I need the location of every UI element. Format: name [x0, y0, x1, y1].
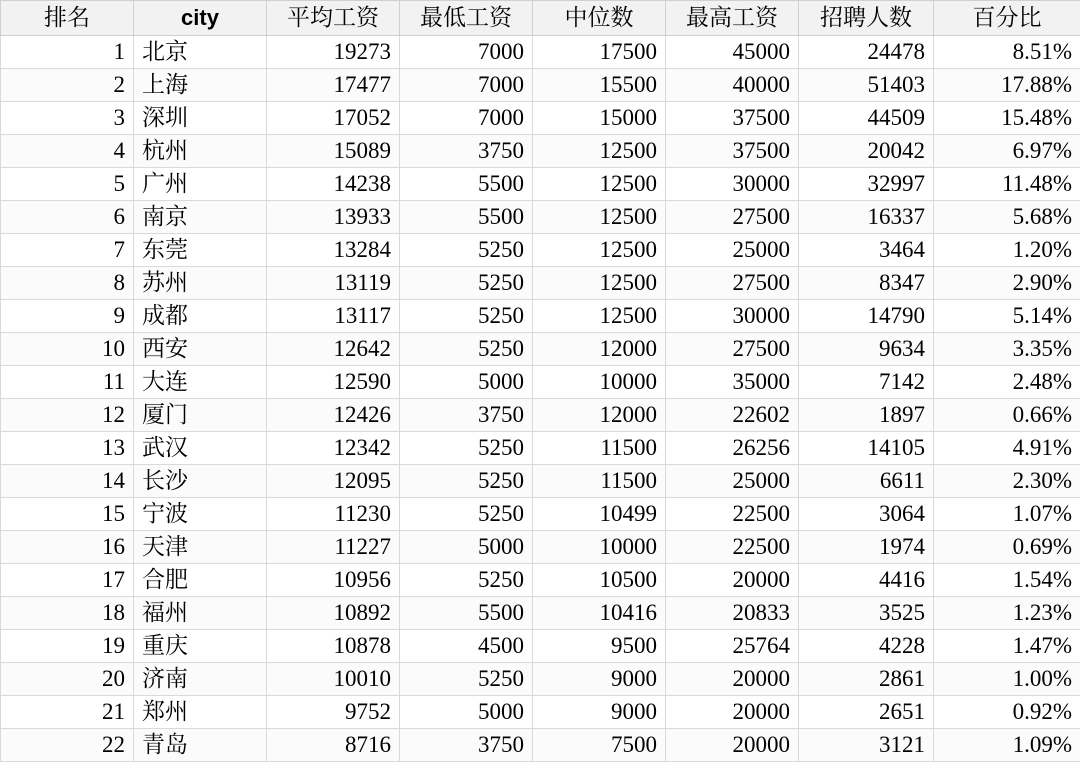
cell-job-count: 32997 [799, 168, 934, 201]
cell-min-salary: 7000 [400, 102, 533, 135]
cell-max-salary: 35000 [666, 366, 799, 399]
cell-min-salary: 4500 [400, 630, 533, 663]
cell-median: 15500 [533, 69, 666, 102]
table-row[interactable] [1, 267, 1080, 300]
cell-city: 成都 [134, 300, 267, 333]
cell-rank: 13 [1, 432, 134, 465]
cell-avg-salary: 12095 [267, 465, 400, 498]
table-header-row [1, 1, 1080, 36]
cell-job-count: 16337 [799, 201, 934, 234]
cell-job-count: 4228 [799, 630, 934, 663]
cell-city: 合肥 [134, 564, 267, 597]
cell-median: 12500 [533, 135, 666, 168]
table-row[interactable] [1, 564, 1080, 597]
cell-city: 重庆 [134, 630, 267, 663]
cell-median: 11500 [533, 432, 666, 465]
cell-city: 厦门 [134, 399, 267, 432]
cell-median: 11500 [533, 465, 666, 498]
cell-job-count: 2861 [799, 663, 934, 696]
cell-job-count: 8347 [799, 267, 934, 300]
cell-avg-salary: 14238 [267, 168, 400, 201]
column-header-job-count[interactable]: 招聘人数 [799, 1, 934, 36]
cell-job-count: 51403 [799, 69, 934, 102]
table-row[interactable] [1, 168, 1080, 201]
cell-min-salary: 3750 [400, 399, 533, 432]
cell-rank: 12 [1, 399, 134, 432]
cell-avg-salary: 12590 [267, 366, 400, 399]
cell-median: 10499 [533, 498, 666, 531]
cell-percentage: 0.66% [934, 399, 1080, 432]
cell-max-salary: 45000 [666, 36, 799, 69]
cell-rank: 9 [1, 300, 134, 333]
cell-max-salary: 30000 [666, 300, 799, 333]
cell-city: 长沙 [134, 465, 267, 498]
cell-city: 上海 [134, 69, 267, 102]
cell-avg-salary: 11230 [267, 498, 400, 531]
cell-median: 12000 [533, 399, 666, 432]
cell-percentage: 1.07% [934, 498, 1080, 531]
cell-job-count: 1974 [799, 531, 934, 564]
cell-avg-salary: 12642 [267, 333, 400, 366]
table-row[interactable] [1, 69, 1080, 102]
cell-avg-salary: 17052 [267, 102, 400, 135]
cell-city: 南京 [134, 201, 267, 234]
column-header-city[interactable]: city [134, 1, 267, 36]
cell-percentage: 2.30% [934, 465, 1080, 498]
table-row[interactable] [1, 201, 1080, 234]
cell-percentage: 3.35% [934, 333, 1080, 366]
cell-city: 深圳 [134, 102, 267, 135]
cell-avg-salary: 17477 [267, 69, 400, 102]
cell-city: 天津 [134, 531, 267, 564]
cell-job-count: 3064 [799, 498, 934, 531]
cell-percentage: 1.23% [934, 597, 1080, 630]
table-row[interactable] [1, 597, 1080, 630]
cell-city: 郑州 [134, 696, 267, 729]
cell-job-count: 2651 [799, 696, 934, 729]
cell-percentage: 5.68% [934, 201, 1080, 234]
cell-avg-salary: 15089 [267, 135, 400, 168]
table-row[interactable] [1, 432, 1080, 465]
cell-max-salary: 25764 [666, 630, 799, 663]
cell-max-salary: 20000 [666, 564, 799, 597]
column-header-rank[interactable]: 排名 [1, 1, 134, 36]
column-header-percentage[interactable]: 百分比 [934, 1, 1080, 36]
cell-avg-salary: 10956 [267, 564, 400, 597]
cell-min-salary: 5500 [400, 201, 533, 234]
cell-min-salary: 5000 [400, 531, 533, 564]
cell-min-salary: 7000 [400, 69, 533, 102]
cell-job-count: 4416 [799, 564, 934, 597]
table-row[interactable] [1, 630, 1080, 663]
cell-rank: 1 [1, 36, 134, 69]
cell-max-salary: 25000 [666, 234, 799, 267]
cell-min-salary: 5500 [400, 168, 533, 201]
cell-median: 7500 [533, 729, 666, 762]
cell-percentage: 17.88% [934, 69, 1080, 102]
cell-percentage: 1.09% [934, 729, 1080, 762]
cell-median: 10500 [533, 564, 666, 597]
cell-max-salary: 27500 [666, 267, 799, 300]
cell-min-salary: 5000 [400, 366, 533, 399]
cell-avg-salary: 13117 [267, 300, 400, 333]
cell-city: 济南 [134, 663, 267, 696]
cell-min-salary: 5250 [400, 300, 533, 333]
cell-median: 15000 [533, 102, 666, 135]
cell-rank: 2 [1, 69, 134, 102]
cell-max-salary: 20000 [666, 696, 799, 729]
column-header-avg-salary[interactable]: 平均工资 [267, 1, 400, 36]
cell-percentage: 6.97% [934, 135, 1080, 168]
cell-rank: 17 [1, 564, 134, 597]
cell-percentage: 1.47% [934, 630, 1080, 663]
table-row[interactable] [1, 36, 1080, 69]
table-row[interactable] [1, 135, 1080, 168]
cell-rank: 19 [1, 630, 134, 663]
table-row[interactable] [1, 498, 1080, 531]
cell-rank: 20 [1, 663, 134, 696]
column-header-max-salary[interactable]: 最高工资 [666, 1, 799, 36]
table-row[interactable] [1, 300, 1080, 333]
cell-city: 广州 [134, 168, 267, 201]
cell-median: 12000 [533, 333, 666, 366]
cell-median: 12500 [533, 168, 666, 201]
cell-city: 苏州 [134, 267, 267, 300]
cell-max-salary: 20000 [666, 729, 799, 762]
cell-job-count: 44509 [799, 102, 934, 135]
table-row[interactable] [1, 333, 1080, 366]
cell-max-salary: 20833 [666, 597, 799, 630]
cell-avg-salary: 10892 [267, 597, 400, 630]
cell-percentage: 4.91% [934, 432, 1080, 465]
table-row[interactable] [1, 399, 1080, 432]
cell-median: 17500 [533, 36, 666, 69]
cell-city: 武汉 [134, 432, 267, 465]
cell-avg-salary: 12342 [267, 432, 400, 465]
cell-avg-salary: 19273 [267, 36, 400, 69]
cell-job-count: 6611 [799, 465, 934, 498]
cell-avg-salary: 12426 [267, 399, 400, 432]
table-row[interactable] [1, 102, 1080, 135]
cell-min-salary: 5250 [400, 333, 533, 366]
cell-rank: 14 [1, 465, 134, 498]
cell-max-salary: 27500 [666, 201, 799, 234]
cell-min-salary: 5250 [400, 498, 533, 531]
cell-rank: 7 [1, 234, 134, 267]
cell-percentage: 1.00% [934, 663, 1080, 696]
cell-min-salary: 5000 [400, 696, 533, 729]
cell-max-salary: 37500 [666, 135, 799, 168]
cell-rank: 4 [1, 135, 134, 168]
cell-percentage: 0.69% [934, 531, 1080, 564]
cell-percentage: 1.20% [934, 234, 1080, 267]
cell-percentage: 0.92% [934, 696, 1080, 729]
table-body [1, 36, 1080, 762]
cell-city: 福州 [134, 597, 267, 630]
table-row[interactable] [1, 531, 1080, 564]
cell-rank: 10 [1, 333, 134, 366]
cell-rank: 16 [1, 531, 134, 564]
cell-max-salary: 22500 [666, 531, 799, 564]
cell-rank: 5 [1, 168, 134, 201]
cell-median: 10416 [533, 597, 666, 630]
table-row[interactable] [1, 663, 1080, 696]
cell-median: 9000 [533, 696, 666, 729]
cell-avg-salary: 11227 [267, 531, 400, 564]
cell-city: 宁波 [134, 498, 267, 531]
cell-median: 12500 [533, 300, 666, 333]
cell-avg-salary: 13284 [267, 234, 400, 267]
cell-max-salary: 30000 [666, 168, 799, 201]
cell-city: 杭州 [134, 135, 267, 168]
cell-max-salary: 26256 [666, 432, 799, 465]
cell-percentage: 2.48% [934, 366, 1080, 399]
table-row[interactable] [1, 696, 1080, 729]
table-row[interactable] [1, 366, 1080, 399]
cell-city: 东莞 [134, 234, 267, 267]
cell-avg-salary: 10878 [267, 630, 400, 663]
cell-max-salary: 27500 [666, 333, 799, 366]
cell-job-count: 1897 [799, 399, 934, 432]
cell-median: 12500 [533, 234, 666, 267]
cell-min-salary: 5250 [400, 564, 533, 597]
table-row[interactable] [1, 234, 1080, 267]
cell-rank: 22 [1, 729, 134, 762]
cell-rank: 15 [1, 498, 134, 531]
cell-max-salary: 40000 [666, 69, 799, 102]
cell-job-count: 7142 [799, 366, 934, 399]
cell-median: 10000 [533, 531, 666, 564]
cell-median: 9500 [533, 630, 666, 663]
cell-job-count: 14790 [799, 300, 934, 333]
cell-percentage: 15.48% [934, 102, 1080, 135]
cell-rank: 6 [1, 201, 134, 234]
table-row[interactable] [1, 729, 1080, 762]
cell-percentage: 5.14% [934, 300, 1080, 333]
cell-min-salary: 5250 [400, 432, 533, 465]
cell-rank: 11 [1, 366, 134, 399]
cell-median: 10000 [533, 366, 666, 399]
cell-rank: 21 [1, 696, 134, 729]
cell-city: 北京 [134, 36, 267, 69]
cell-max-salary: 22500 [666, 498, 799, 531]
cell-max-salary: 22602 [666, 399, 799, 432]
cell-avg-salary: 9752 [267, 696, 400, 729]
cell-city: 西安 [134, 333, 267, 366]
cell-job-count: 14105 [799, 432, 934, 465]
cell-min-salary: 5250 [400, 234, 533, 267]
cell-percentage: 1.54% [934, 564, 1080, 597]
cell-job-count: 3525 [799, 597, 934, 630]
cell-job-count: 24478 [799, 36, 934, 69]
cell-rank: 3 [1, 102, 134, 135]
cell-median: 12500 [533, 267, 666, 300]
cell-avg-salary: 10010 [267, 663, 400, 696]
cell-avg-salary: 8716 [267, 729, 400, 762]
cell-rank: 8 [1, 267, 134, 300]
cell-min-salary: 5250 [400, 267, 533, 300]
cell-city: 大连 [134, 366, 267, 399]
table-row[interactable] [1, 465, 1080, 498]
cell-percentage: 8.51% [934, 36, 1080, 69]
cell-median: 12500 [533, 201, 666, 234]
cell-max-salary: 20000 [666, 663, 799, 696]
cell-avg-salary: 13933 [267, 201, 400, 234]
cell-job-count: 20042 [799, 135, 934, 168]
cell-percentage: 11.48% [934, 168, 1080, 201]
cell-min-salary: 5250 [400, 465, 533, 498]
cell-job-count: 3464 [799, 234, 934, 267]
cell-avg-salary: 13119 [267, 267, 400, 300]
cell-min-salary: 3750 [400, 729, 533, 762]
cell-min-salary: 3750 [400, 135, 533, 168]
cell-min-salary: 5500 [400, 597, 533, 630]
column-header-min-salary[interactable]: 最低工资 [400, 1, 533, 36]
column-header-median[interactable]: 中位数 [533, 1, 666, 36]
cell-job-count: 3121 [799, 729, 934, 762]
cell-city: 青岛 [134, 729, 267, 762]
cell-max-salary: 37500 [666, 102, 799, 135]
cell-rank: 18 [1, 597, 134, 630]
cell-min-salary: 5250 [400, 663, 533, 696]
cell-max-salary: 25000 [666, 465, 799, 498]
cell-percentage: 2.90% [934, 267, 1080, 300]
cell-min-salary: 7000 [400, 36, 533, 69]
cell-job-count: 9634 [799, 333, 934, 366]
cell-median: 9000 [533, 663, 666, 696]
